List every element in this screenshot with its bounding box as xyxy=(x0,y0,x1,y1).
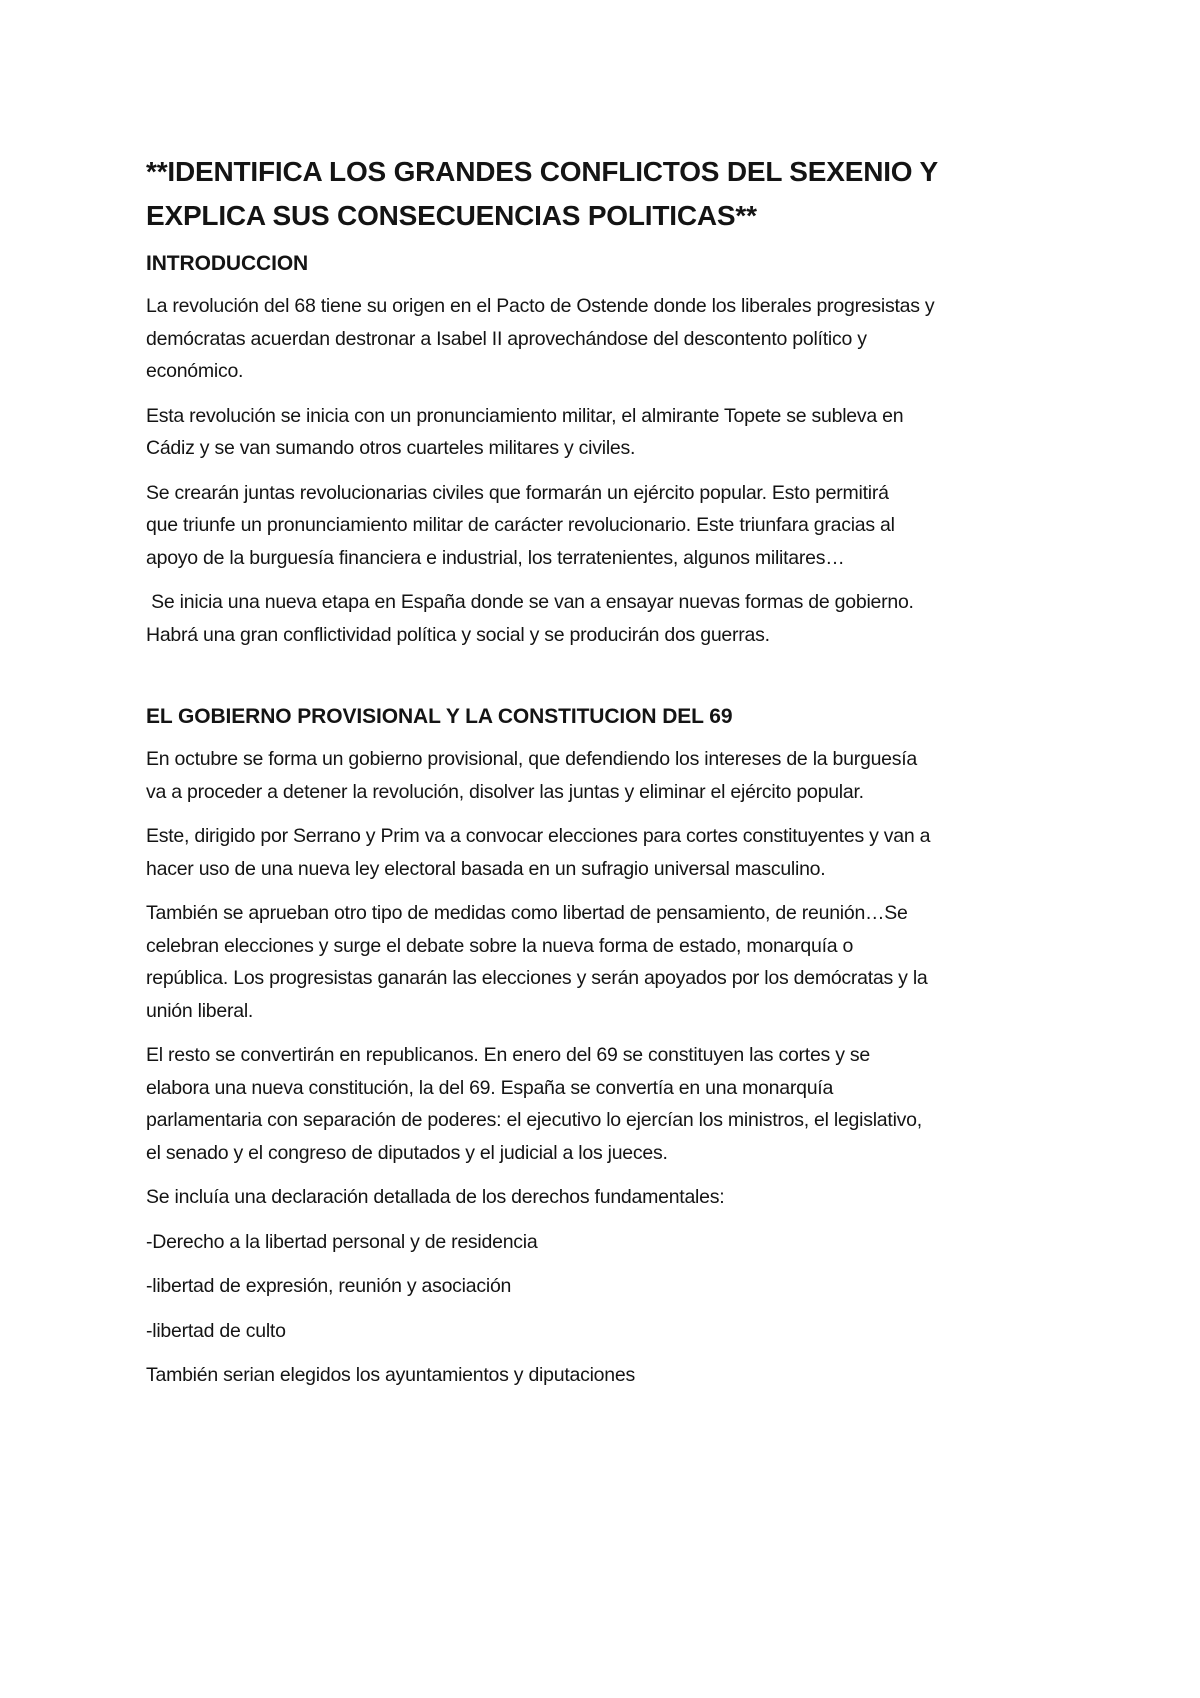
section-introduccion xyxy=(146,248,1076,651)
paragraph xyxy=(146,743,1076,808)
paragraph xyxy=(146,586,1076,651)
paragraph-line: -Derecho a la libertad personal y de residencia xyxy=(146,1230,538,1253)
paragraph-line: va a proceder a detener la revolución, disolver las juntas y eliminar el ejército popular. xyxy=(146,780,864,803)
section-gobierno-provisional xyxy=(146,701,1076,1392)
paragraph xyxy=(146,1039,1076,1169)
paragraph-line: celebran elecciones y surge el debate sobre la nueva forma de estado, monarquía o xyxy=(146,934,854,957)
paragraph-line: El resto se convertirán en republicanos. En enero del 69 se constituyen las cortes y se xyxy=(146,1044,870,1066)
paragraph-line: república. Los progresistas ganarán las elecciones y serán apoyados por los demócratas y la xyxy=(146,967,928,989)
paragraph-line: el senado y el congreso de diputados y el judicial a los jueces. xyxy=(146,1141,668,1164)
section-spacer xyxy=(146,663,1076,701)
list-item xyxy=(146,1315,1076,1348)
paragraph-line: También se aprueban otro tipo de medidas como libertad de pensamiento, de reunión…Se xyxy=(146,902,908,924)
paragraph-line: apoyo de la burguesía financiera e industrial, los terratenientes, algunos militares… xyxy=(146,546,845,569)
paragraph-line: Cádiz y se van sumando otros cuarteles militares y civiles. xyxy=(146,437,636,459)
document-title xyxy=(146,150,1076,238)
paragraph-line: -libertad de culto xyxy=(146,1319,286,1342)
paragraph xyxy=(146,1359,1076,1392)
paragraph-line: hacer uso de una nueva ley electoral basada en un sufragio universal masculino. xyxy=(146,857,826,880)
section-heading: EL GOBIERNO PROVISIONAL Y LA CONSTITUCION DEL 69 xyxy=(146,705,733,728)
title-line: EXPLICA SUS CONSECUENCIAS POLITICAS** xyxy=(146,200,757,231)
paragraph-line: También serian elegidos los ayuntamientos y diputaciones xyxy=(146,1364,635,1386)
paragraph xyxy=(146,1181,1076,1214)
paragraph xyxy=(146,897,1076,1027)
paragraph-line: parlamentaria con separación de poderes: el ejecutivo lo ejercían los ministros, el legislativo, xyxy=(146,1109,922,1131)
paragraph-line: Habrá una gran conflictividad política y social y se producirán dos guerras. xyxy=(146,623,770,646)
paragraph-line: -libertad de expresión, reunión y asociación xyxy=(146,1275,512,1297)
paragraph xyxy=(146,477,1076,575)
document-page xyxy=(146,150,1076,1404)
paragraph-line: Se incluía una declaración detallada de los derechos fundamentales: xyxy=(146,1186,725,1208)
paragraph-line: Este, dirigido por Serrano y Prim va a convocar elecciones para cortes constituyentes y van a xyxy=(146,825,931,847)
paragraph-line: elabora una nueva constitución, la del 69. España se convertía en una monarquía xyxy=(146,1076,834,1099)
paragraph xyxy=(146,400,1076,465)
paragraph-line: Se inicia una nueva etapa en España donde se van a ensayar nuevas formas de gobierno. xyxy=(146,591,914,613)
paragraph xyxy=(146,820,1076,885)
paragraph-line: En octubre se forma un gobierno provisional, que defendiendo los intereses de la burguesía xyxy=(146,748,918,770)
paragraph xyxy=(146,290,1076,388)
paragraph-line: Esta revolución se inicia con un pronunciamiento militar, el almirante Topete se subleva en xyxy=(146,404,904,427)
title-line: **IDENTIFICA LOS GRANDES CONFLICTOS DEL SEXENIO Y xyxy=(146,156,938,187)
paragraph-line: unión liberal. xyxy=(146,999,254,1022)
list-item xyxy=(146,1270,1076,1303)
section-heading: INTRODUCCION xyxy=(146,252,309,275)
list-item xyxy=(146,1226,1076,1259)
paragraph-line: que triunfe un pronunciamiento militar de carácter revolucionario. Este triunfara gracias al xyxy=(146,514,895,536)
paragraph-line: demócratas acuerdan destronar a Isabel II aprovechándose del descontento político y xyxy=(146,327,867,350)
paragraph-line: económico. xyxy=(146,360,244,382)
paragraph-line: Se crearán juntas revolucionarias civiles que formarán un ejército popular. Esto permitirá xyxy=(146,481,889,504)
paragraph-line: La revolución del 68 tiene su origen en el Pacto de Ostende donde los liberales progresistas y xyxy=(146,295,935,317)
